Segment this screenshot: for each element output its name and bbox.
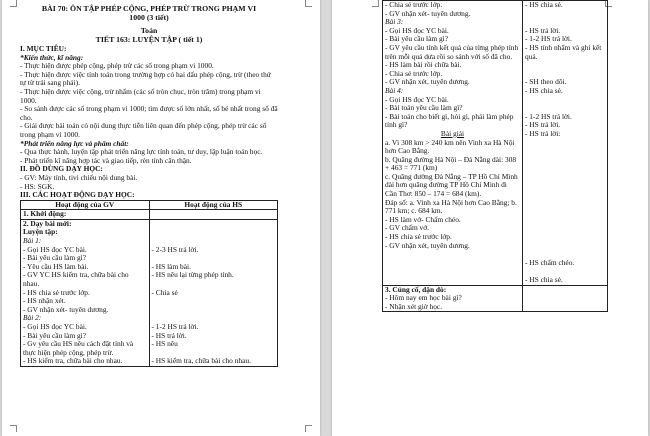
solution-title: Bài giải <box>440 128 465 138</box>
student-step: - HS chia sẻ. <box>525 85 563 95</box>
solution-line: b. Quãng đường Hà Nội – Đà Nẵng dài: 308 + 463 = 771 (km) <box>385 154 517 173</box>
page-2-content <box>382 0 608 312</box>
activities-table-continued <box>382 0 608 312</box>
table-row <box>21 210 278 220</box>
exercise-1-label: Bài 1: <box>23 236 42 246</box>
competency-item: - Qua thực hành, luyện tập phát triển năng lực tính toán, tư duy, lập luận toán học. <box>20 147 263 157</box>
table-row <box>21 219 278 366</box>
cell-teacher <box>383 285 523 312</box>
cell-student <box>149 210 278 220</box>
teacher-step: - HS chia sẻ trước lớp. <box>385 232 452 242</box>
solution-line: c. Quãng đường Đà Nẵng – TP Hồ Chí Minh dài hơn quãng đường TP Hồ Chí Minh đi Cần Thơ: 850 – 174 = 684 (km). <box>385 171 518 199</box>
student-step: - HS kiểm tra, chữa bài cho nhau. <box>151 356 251 366</box>
objective-item: - Thực hiện được phép cộng, phép trừ các số trong phạm vi 1000. <box>20 61 214 71</box>
teacher-step: - Chia sẻ trước lớp. <box>385 68 443 78</box>
row-practice: Luyện tập: <box>23 227 58 237</box>
teacher-step: - GV YC HS kiểm tra, chữa bài cho nhau. <box>23 270 129 289</box>
teacher-step: - HS chia sẻ trước lớp. <box>23 287 90 297</box>
cell-teacher <box>21 210 150 220</box>
teacher-step: - Hôm nay em học bài gì? <box>385 293 462 303</box>
student-step: - SH theo dõi. <box>525 77 567 87</box>
teacher-step: - Nhận xét giờ học. <box>385 301 443 311</box>
teacher-step: - GV nhận xét- tuyên dương. <box>23 304 109 314</box>
student-step: - HS trả lời. <box>151 330 187 340</box>
teacher-step: - Bài toán cho biết gì, hỏi gì, phải làm phép tính gì? <box>385 111 514 130</box>
crop-mark <box>305 0 312 7</box>
teacher-step: - Yêu cầu HS làm bài. <box>23 261 89 271</box>
teacher-step: - Bài yêu cầu làm gì? <box>23 330 87 340</box>
teacher-step: - Gv yêu cầu HS nêu cách đặt tính và thực hiện phép cộng, phép trừ. <box>23 339 134 357</box>
cell-teacher <box>383 1 523 286</box>
exercise-2-label: Bài 2: <box>23 313 42 323</box>
teacher-step: - Bài toán yêu cầu làm gì? <box>385 103 463 113</box>
student-step: - HS trả lời: <box>525 128 561 138</box>
teacher-step: - Bài yêu cầu làm gì? <box>385 34 449 44</box>
student-step: - HS trả lời. <box>525 25 561 35</box>
student-step: - HS chia sẻ. <box>525 0 563 9</box>
solution-line: a. Vì 308 km > 240 km nên Vinh xa Hà Nội hơn Cao Bằng. <box>385 137 515 156</box>
teacher-step: - HS kiểm tra, chữa bài cho nhau. <box>23 356 123 366</box>
student-step: - HS trả lời. <box>525 120 561 130</box>
subject-label: Toán <box>140 26 158 35</box>
student-step: - HS chấm chéo. <box>525 257 575 267</box>
section-objectives: I. MỤC TIÊU: <box>20 44 67 53</box>
teacher-step: - HS nhận xét. <box>23 296 66 306</box>
row-wrapup: 3. Củng cố, dặn dò: <box>385 284 447 294</box>
teacher-step: - Gọi HS đọc YC bài. <box>385 25 449 35</box>
cell-student <box>523 285 608 312</box>
cell-student <box>149 219 278 366</box>
document-page-1 <box>2 0 320 436</box>
activities-table <box>20 200 278 367</box>
teacher-step: - GV nhận xét, tuyên dương. <box>385 77 470 87</box>
row-warmup: 1. Khởi động: <box>23 209 67 219</box>
section-activities: III. CÁC HOẠT ĐỘNG DẠY HỌC: <box>20 190 135 200</box>
teacher-step: - Gọi HS đọc YC bài. <box>23 244 87 254</box>
objective-item: - So sánh được các số trong phạm vi 1000; tìm được số lớn nhất, số bé nhất trong số đã cho. <box>20 104 278 122</box>
student-step: - HS tính nhẩm và ghi kết quả. <box>525 42 602 61</box>
student-step: - HS làm bài. <box>151 261 191 271</box>
student-step: - HS nêu lại từng phép tính. <box>151 270 234 280</box>
teacher-step: - Bài yêu cầu làm gì? <box>23 253 87 263</box>
student-step: - 1-2 HS trả lời. <box>151 322 199 331</box>
teacher-step: - Chia sẻ trước lớp. <box>385 0 443 9</box>
crop-mark <box>10 0 17 7</box>
page-1-content <box>20 4 278 367</box>
lesson-title-line-2: 1000 (3 tiết) <box>129 13 169 22</box>
student-step: - Chia sẻ <box>151 287 178 297</box>
teacher-step: - HS làm vở- Chấm chéo. <box>385 214 461 224</box>
header-teacher: Hoạt động của GV <box>21 200 150 210</box>
crop-mark <box>305 425 312 432</box>
teacher-step: - GV nhận xét- tuyên dương. <box>385 8 471 18</box>
table-row <box>383 285 608 312</box>
section-materials: II. ĐỒ DÙNG DẠY HỌC: <box>20 164 103 174</box>
document-page-2 <box>332 0 648 436</box>
competency-item: - Phát triển kĩ năng hợp tác và giao tiếp, rèn tính cẩn thận. <box>20 155 192 165</box>
objective-item: - Thực hiện được việc tính toán trong trường hợp có hai dấu phép cộng, trừ (theo thứ tự từ trái sang phải). <box>20 69 271 88</box>
student-step: - HS chia sẻ. <box>525 275 563 284</box>
exercise-4-label: Bài 4: <box>385 85 404 95</box>
material-item: - HS: SGK. <box>20 181 55 191</box>
objective-item: - Thực hiện được việc cộng, trừ nhẩm (các số tròn chục, tròn trăm) trong phạm vi 1000. <box>20 86 261 105</box>
teacher-step: - Gọi HS đọc YC bài. <box>23 322 87 331</box>
solution-answer: Đáp số: a. Vinh xa Hà Nội hơn Cao Bằng; b. 771 km; c. 684 km. <box>385 197 517 216</box>
subsection-competencies: *Phát triển năng lực và phẩm chất: <box>20 138 129 148</box>
subsection-knowledge: *Kiến thức, kĩ năng: <box>20 52 84 62</box>
lesson-heading: TIẾT 163: LUYỆN TẬP ( tiết 1) <box>95 35 203 44</box>
material-item: - GV: Máy tính, tivi chiếu nội dung bài. <box>20 172 138 182</box>
lesson-title-line-1: BÀI 70: ÔN TẬP PHÉP CỘNG, PHÉP TRỪ TRONG PHẠM VI <box>41 4 257 13</box>
student-step: - 2-3 HS trả lời. <box>151 244 199 254</box>
teacher-step: - GV nhận xét, tuyên dương. <box>385 240 470 250</box>
cell-student <box>523 1 608 286</box>
teacher-step: - Gọi HS đọc YC bài. <box>385 94 449 104</box>
student-step: - 1-2 HS trả lời. <box>525 111 572 121</box>
table-row <box>383 1 608 286</box>
objective-item: - Giải được bài toán có nội dung thực tiễn liên quan đến phép cộng, phép trừ các số trong phạm vi 1000. <box>20 121 267 139</box>
teacher-step: - HS làm bài rồi chữa bài. <box>385 60 462 70</box>
teacher-step: - GV yêu cầu tính kết quả của từng phép tính trên mỗi quả dưa rồi so sánh với số đã cho. <box>385 42 519 61</box>
crop-mark <box>372 0 379 7</box>
teacher-step: - GV chấm vở. <box>385 223 430 233</box>
exercise-3-label: Bài 3: <box>385 17 404 27</box>
crop-mark <box>10 425 17 432</box>
student-step: - 1-2 HS trả lời. <box>525 34 572 44</box>
header-student: Hoạt động của HS <box>149 200 278 210</box>
cell-teacher <box>21 219 150 366</box>
row-new-lesson: 2. Dạy bài mới: <box>23 218 72 228</box>
student-step: - HS nêu <box>151 339 178 349</box>
